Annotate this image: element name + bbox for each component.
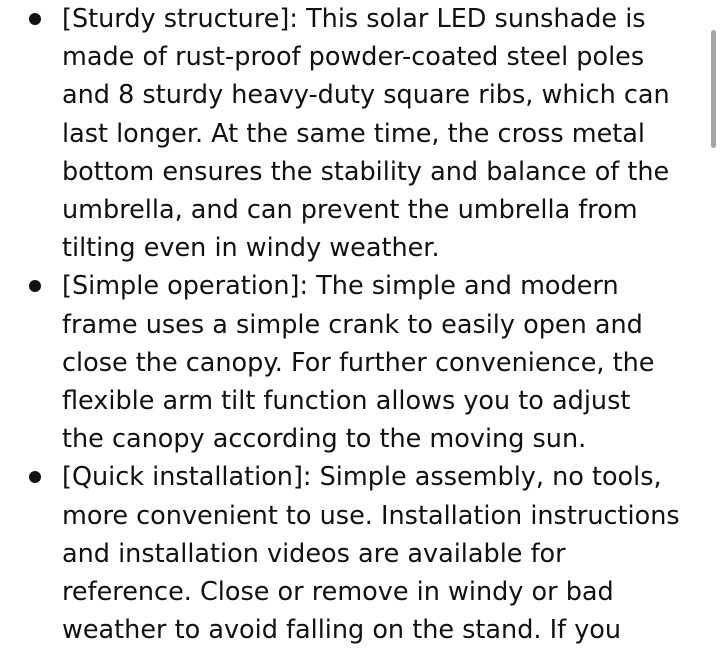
scrollbar-thumb[interactable] [711,30,716,148]
bullet-text-line: and installation videos are available for [62,538,566,569]
bullet-text-line: umbrella, and can prevent the umbrella from [62,195,638,226]
bullet-dot-icon [29,280,41,292]
bullet-dot-icon [29,13,41,25]
bullet-text-line: more convenient to use. Installation instructions [62,500,680,531]
bullet-dot-icon [29,471,41,483]
feature-bullet-sturdy-structure [0,0,692,267]
bullet-text-line: [Simple operation]: The simple and modern [62,271,619,302]
bullet-text-line: weather to avoid falling on the stand. If you [62,615,622,646]
bullet-text-line: close the canopy. For further convenience, the [62,347,655,378]
bullet-text-line: [Sturdy structure]: This solar LED sunshade is [62,4,646,34]
feature-bullet-quick-installation [0,458,692,649]
bullet-text-line: made of rust-proof powder-coated steel poles [62,42,645,73]
bullet-text-line: bottom ensures the stability and balance of the [62,156,670,187]
bullet-text-line: [Quick installation]: Simple assembly, no tools, [62,462,662,493]
bullet-text-line: and 8 sturdy heavy-duty square ribs, which can [62,80,670,111]
bullet-text-line: flexible arm tilt function allows you to adjust [62,386,631,417]
bullet-text-line: tilting even in windy weather. [62,233,440,264]
bullet-text-line: frame uses a simple crank to easily open and [62,309,643,340]
feature-bullet-simple-operation [0,267,692,458]
bullet-text-line: reference. Close or remove in windy or bad [62,577,614,608]
bullet-text-line: last longer. At the same time, the cross metal [62,118,646,149]
bullet-text-line: the canopy according to the moving sun. [62,424,587,455]
